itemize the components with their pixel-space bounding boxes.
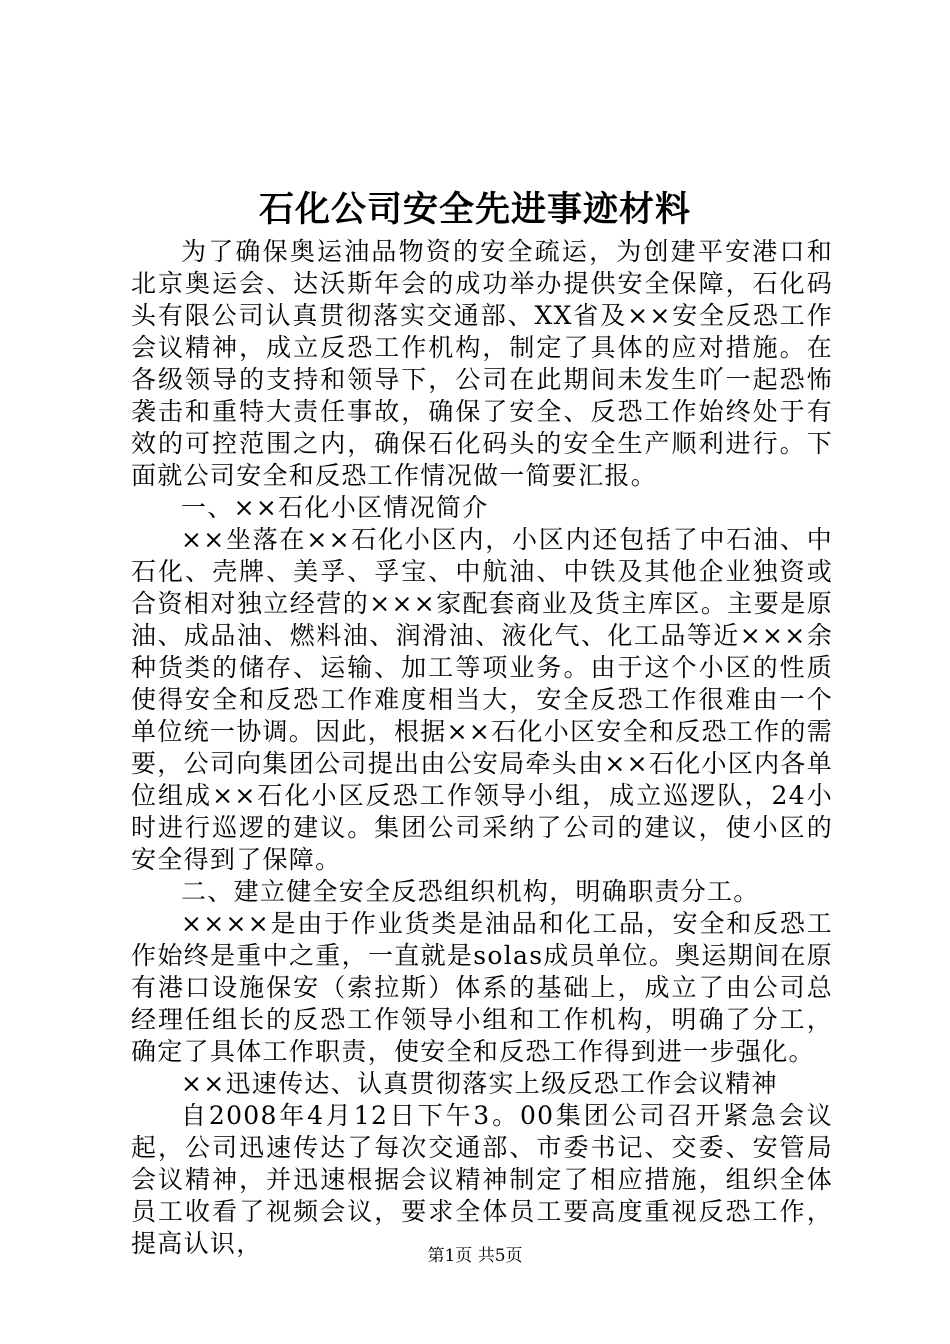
document-title: 石化公司安全先进事迹材料 [258, 189, 691, 230]
paragraph-section-1: ××坐落在××石化小区内，小区内还包括了中石油、中石化、壳牌、美孚、孚宝、中航油、中铁及其他企业独资或合资相对独立经营的×××家配套商业及货主库区。主要是原油、成品油、燃料油、润滑油、液化气、化工品等近×××余种货类的储存、运输、加工等项业务。由于这个小区的性质使得安全和反恐工作难度相当大，安全反恐工作很难由一个单位统一协调。因此，根据××石化小区安全和反恐工作的需要，公司向集团公司提出由公安局牵头由××石化小区内各单位组成××石化小区反恐工作领导小组，成立巡逻队，24小时进行巡逻的建议。集团公司采纳了公司的建议，使小区的安全得到了保障。 [131, 525, 833, 874]
paragraph-section-2: ××××是由于作业货类是油品和化工品，安全和反恐工作始终是重中之重，一直就是solas成员单位。奥运期间在原有港口设施保安（索拉斯）体系的基础上，成立了由公司总经理任组长的反恐工作领导小组和工作机构，明确了分工，确定了具体工作职责，使安全和反恐工作得到进一步强化。 [131, 909, 833, 1066]
paragraph-section-3: 自2008年4月12日下午3。00集团公司召开紧急会议起，公司迅速传达了每次交通部、市委书记、交委、安管局会议精神，并迅速根据会议精神制定了相应措施，组织全体员工收看了视频会议，要求全体员工要高度重视反恐工作，提高认识， [131, 1101, 833, 1258]
document-body [131, 236, 833, 1260]
paragraph-intro: 为了确保奥运油品物资的安全疏运，为创建平安港口和北京奥运会、达沃斯年会的成功举办提供安全保障，石化码头有限公司认真贯彻落实交通部、XX省及××安全反恐工作会议精神，成立反恐工作机构，制定了具体的应对措施。在各级领导的支持和领导下，公司在此期间未发生吖一起恐怖袭击和重特大责任事故，确保了安全、反恐工作始终处于有效的可控范围之内，确保石化码头的安全生产顺利进行。下面就公司安全和反恐工作情况做一简要汇报。 [131, 237, 833, 490]
section-heading-2: 二、建立健全安全反恐组织机构，明确职责分工。 [181, 877, 760, 906]
section-heading-1: 一、××石化小区情况简介 [181, 493, 489, 522]
page-number-footer: 第1页 共5页 [427, 1246, 523, 1266]
section-heading-3: ××迅速传达、认真贯彻落实上级反恐工作会议精神 [181, 1069, 778, 1098]
